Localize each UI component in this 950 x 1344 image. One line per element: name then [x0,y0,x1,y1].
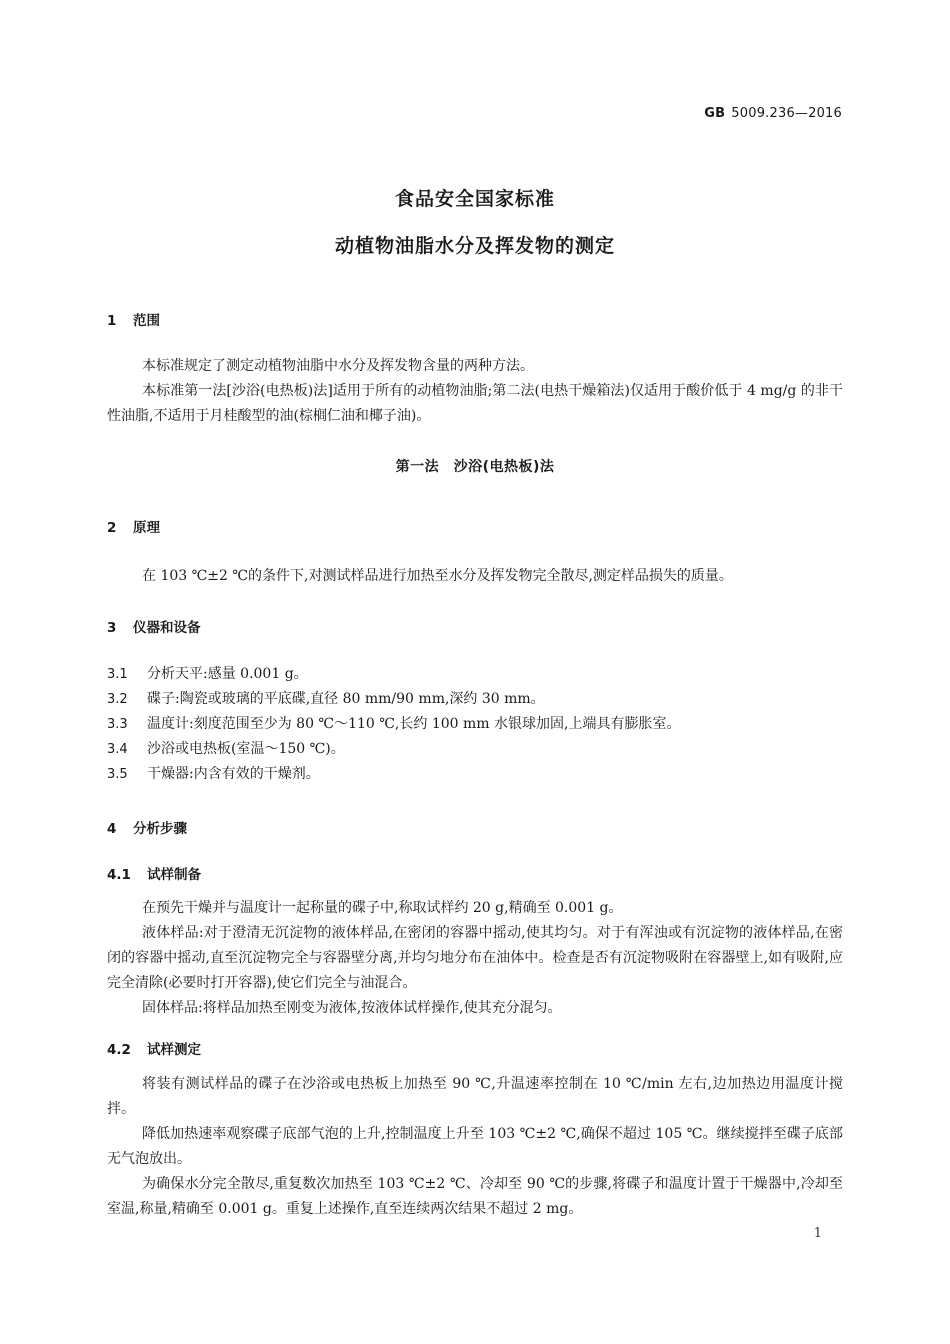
document-title-line2: 动植物油脂水分及挥发物的测定 [334,235,615,257]
equipment-item: 3.4 沙浴或电热板(室温～150 ℃)。 [107,741,345,757]
document-title-line1: 食品安全国家标准 [394,188,555,210]
equipment-item: 3.5 干燥器:内含有效的干燥剂。 [107,766,320,782]
subsection-title: 试样测定 [147,1042,201,1058]
section-title: 原理 [133,520,160,536]
section-1-heading [107,309,160,329]
section-number: 4 [107,821,117,837]
section-number: 2 [107,520,117,536]
sample-prep-paragraph-2: 液体样品:对于澄清无沉淀物的液体样品,在密闭的容器中摇动,使其均匀。对于有浑浊或有沉淀物的液体样品,在密闭的容器中摇动,直至沉淀物完全与容器壁分离,并均匀地分布在油体中。检查是否有沉淀物吸附在容器壁上,如有吸附,应完全清除(必要时打开容器),使它们完全与油混合。 [107,925,843,991]
sample-prep-paragraph-1: 在预先干燥并与温度计一起称量的碟子中,称取试样约 20 g,精确至 0.001 g。 [142,900,623,916]
subsection-4-2-heading [107,1038,201,1058]
principle-paragraph: 在 103 ℃±2 ℃的条件下,对测试样品进行加热至水分及挥发物完全散尽,测定样品损失的质量。 [142,568,733,584]
scope-paragraph-1: 本标准规定了测定动植物油脂中水分及挥发物含量的两种方法。 [142,358,534,374]
subsection-number: 4.2 [107,1042,131,1058]
section-number: 1 [107,313,117,329]
page-number: 1 [813,1226,822,1241]
equipment-item: 3.1 分析天平:感量 0.001 g。 [107,666,308,682]
subsection-number: 4.1 [107,867,131,883]
equipment-item: 3.3 温度计:刻度范围至少为 80 ℃～110 ℃,长约 100 mm 水银球加固,上端具有膨胀室。 [107,716,681,732]
scope-paragraph-2: 本标准第一法[沙浴(电热板)法]适用于所有的动植物油脂;第二法(电热干燥箱法)仅适用于酸价低于 4 mg/g 的非干性油脂,不适用于月桂酸型的油(棕榈仁油和椰子油)。 [107,383,843,424]
measurement-paragraph-3: 为确保水分完全散尽,重复数次加热至 103 ℃±2 ℃、冷却至 90 ℃的步骤,将碟子和温度计置于干燥器中,冷却至室温,称量,精确至 0.001 g。重复上述操作,直至连续两次结果不超过 2 mg。 [107,1176,843,1217]
standard-prefix: GB [704,106,726,121]
section-3-heading [107,616,201,636]
section-title: 仪器和设备 [133,620,201,636]
standard-code-header [704,106,842,121]
measurement-paragraph-2: 降低加热速率观察碟子底部气泡的上升,控制温度上升至 103 ℃±2 ℃,确保不超过 105 ℃。继续搅拌至碟子底部无气泡放出。 [107,1126,843,1167]
section-2-heading [107,516,160,536]
sample-prep-paragraph-3: 固体样品:将样品加热至刚变为液体,按液体试样操作,使其充分混匀。 [142,1000,562,1016]
section-number: 3 [107,620,117,636]
standard-number: 5009.236—2016 [731,106,842,121]
section-title: 分析步骤 [133,821,187,837]
section-4-heading [107,817,187,837]
measurement-paragraph-1: 将装有测试样品的碟子在沙浴或电热板上加热至 90 ℃,升温速率控制在 10 ℃/min 左右,边加热边用温度计搅拌。 [107,1076,843,1117]
equipment-item: 3.2 碟子:陶瓷或玻璃的平底碟,直径 80 mm/90 mm,深约 30 mm。 [107,691,545,707]
subsection-4-1-heading [107,863,201,883]
section-title: 范围 [133,313,160,329]
method-1-heading: 第一法 沙浴(电热板)法 [395,459,555,475]
subsection-title: 试样制备 [147,867,201,883]
